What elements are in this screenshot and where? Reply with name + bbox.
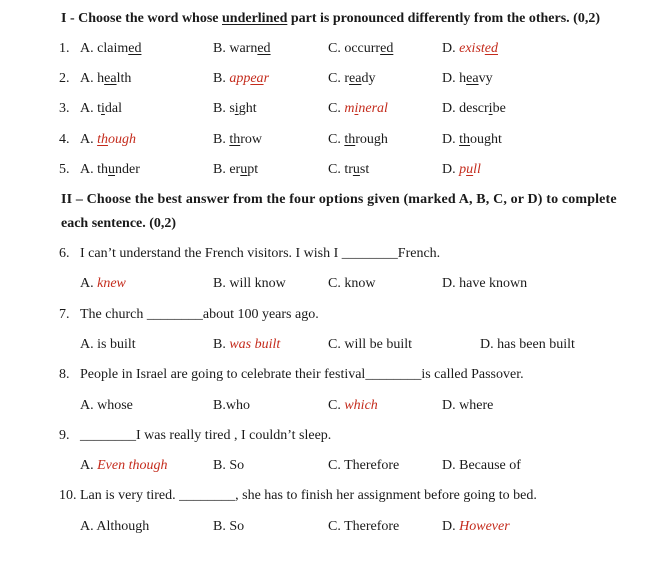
answer-option-correct <box>80 457 168 475</box>
option-word <box>344 132 388 147</box>
word-part: th <box>97 162 109 177</box>
underlined-part: ed <box>257 41 271 56</box>
word-part: be <box>492 101 506 116</box>
underlined-part: u <box>108 162 116 177</box>
word-part: er <box>229 162 241 177</box>
option-text: So <box>229 458 245 473</box>
option-word <box>229 71 269 86</box>
word-part: r <box>344 71 350 86</box>
question-number: 6. <box>59 246 70 261</box>
word-part: vy <box>478 71 493 86</box>
underlined-part: i <box>354 101 359 116</box>
heading-underlined-word: underlined <box>222 11 288 26</box>
option-letter: D. <box>442 276 460 291</box>
option-letter: B. <box>213 276 230 291</box>
section-2-heading: II – Choose the best answer from the four options given (marked A, B, C, or D) to complete <box>61 192 617 207</box>
word-part: ght <box>238 101 257 116</box>
option-letter: A. <box>80 71 98 86</box>
option-letter: C. <box>328 41 345 56</box>
word-part: rough <box>355 132 388 147</box>
word-part: m <box>344 101 355 116</box>
underlined-part: ea <box>466 71 479 86</box>
answer-option <box>328 275 375 293</box>
answer-option <box>442 457 521 475</box>
option-letter: B. <box>213 458 230 473</box>
option-letter: A. <box>80 132 98 147</box>
option-letter: B. <box>213 41 230 56</box>
option-word <box>459 162 481 177</box>
option-word <box>459 101 506 116</box>
word-part: warn <box>229 41 258 56</box>
underlined-part: u <box>352 162 360 177</box>
word-part: h <box>97 71 105 86</box>
option-word <box>97 132 136 147</box>
option-letter: C. <box>328 458 345 473</box>
option-letter: A. <box>80 458 98 473</box>
option-text: will be built <box>344 337 413 352</box>
option-letter: C. <box>328 519 345 534</box>
underlined-part: ea <box>349 71 362 86</box>
answer-option-correct <box>213 70 269 88</box>
option-text: has been built <box>497 337 575 352</box>
answer-option <box>213 161 258 179</box>
word-part: descr <box>459 101 489 116</box>
answer-option <box>328 40 393 58</box>
option-letter: C. <box>328 101 345 116</box>
option-text: knew <box>97 276 126 291</box>
option-word <box>344 41 393 56</box>
option-letter: A. <box>80 162 98 177</box>
option-text: who <box>225 398 250 413</box>
option-word <box>97 71 131 86</box>
section-1-heading <box>61 10 600 28</box>
option-letter: D. <box>480 337 498 352</box>
option-text: However <box>459 519 510 534</box>
question-number: 10. <box>59 488 77 503</box>
stem-text: People in Israel are going to celebrate their festival <box>80 367 366 382</box>
word-part: exist <box>459 41 485 56</box>
word-part: st <box>359 162 370 177</box>
word-part: t <box>97 101 102 116</box>
option-letter: B. <box>213 337 230 352</box>
underlined-part: th <box>97 132 109 147</box>
answer-option <box>80 518 149 536</box>
answer-option <box>328 518 399 536</box>
stem-text: The church <box>80 307 147 322</box>
answer-option-correct <box>442 518 510 536</box>
word-part: pt <box>247 162 259 177</box>
underlined-part: ea <box>250 71 264 86</box>
answer-option <box>213 40 271 58</box>
option-word <box>229 132 262 147</box>
option-word <box>229 41 270 56</box>
answer-blank: ________ <box>146 307 203 322</box>
option-text: is built <box>97 337 136 352</box>
answer-option <box>328 161 369 179</box>
underlined-part: i <box>234 101 239 116</box>
option-letter: A. <box>80 519 97 534</box>
word-part: lth <box>116 71 132 86</box>
option-letter: C. <box>328 337 345 352</box>
answer-option <box>328 70 375 88</box>
answer-option-correct <box>213 336 280 354</box>
question-number: 8. <box>59 367 70 382</box>
option-letter: C. <box>328 132 345 147</box>
answer-option-correct <box>442 40 498 58</box>
option-letter: A. <box>80 398 98 413</box>
underlined-part: th <box>344 132 356 147</box>
underlined-part: ed <box>380 41 394 56</box>
question-text <box>80 427 331 445</box>
underlined-part: th <box>459 132 471 147</box>
answer-option <box>442 397 493 415</box>
option-word <box>344 101 388 116</box>
answer-option <box>442 100 506 118</box>
option-word <box>229 162 258 177</box>
underlined-part: u <box>466 162 474 177</box>
answer-option <box>80 40 141 58</box>
option-letter: B. <box>213 398 226 413</box>
option-letter: B. <box>213 71 230 86</box>
option-letter: A. <box>80 337 98 352</box>
option-letter: D. <box>442 71 460 86</box>
heading-text: part is pronounced differently from the others. (0,2) <box>287 11 601 26</box>
underlined-part: i <box>488 101 493 116</box>
option-word <box>459 41 498 56</box>
underlined-part: ed <box>484 41 498 56</box>
answer-option <box>213 397 250 415</box>
answer-blank: ________ <box>365 367 422 382</box>
option-word <box>344 71 375 86</box>
word-part: occurr <box>344 41 381 56</box>
option-word <box>97 162 140 177</box>
answer-option-correct <box>80 131 136 149</box>
answer-option <box>213 131 262 149</box>
option-letter: C. <box>328 162 345 177</box>
option-letter: B. <box>213 101 230 116</box>
question-number: 9. <box>59 428 70 443</box>
word-part: r <box>263 71 270 86</box>
option-text: Because of <box>459 458 521 473</box>
question-number: 5. <box>59 162 70 177</box>
word-part: p <box>459 162 467 177</box>
word-part: ought <box>470 132 502 147</box>
word-part: s <box>229 101 235 116</box>
word-part: row <box>240 132 263 147</box>
option-text: Although <box>96 519 150 534</box>
question-number: 7. <box>59 307 70 322</box>
option-text: which <box>344 398 378 413</box>
option-word <box>97 41 141 56</box>
word-part: h <box>459 71 467 86</box>
answer-blank: ________ <box>341 246 398 261</box>
word-part: neral <box>358 101 388 116</box>
option-letter: A. <box>80 41 98 56</box>
option-text: was built <box>229 337 281 352</box>
word-part: nder <box>115 162 140 177</box>
option-letter: A. <box>80 101 98 116</box>
stem-text: I was really tired , I couldn’t sleep. <box>136 428 332 443</box>
option-text: Even though <box>97 458 168 473</box>
option-text: will know <box>229 276 286 291</box>
question-number: 2. <box>59 71 70 86</box>
answer-option <box>328 131 388 149</box>
word-part: app <box>229 71 251 86</box>
word-part: claim <box>97 41 129 56</box>
answer-option-correct <box>328 397 378 415</box>
word-part: ll <box>473 162 481 177</box>
answer-option <box>442 131 502 149</box>
stem-text: I can’t understand the French visitors. I wish I <box>80 246 342 261</box>
answer-option <box>80 336 136 354</box>
option-letter: C. <box>328 398 345 413</box>
stem-text: about 100 years ago. <box>202 307 319 322</box>
answer-option <box>480 336 575 354</box>
question-number: 4. <box>59 132 70 147</box>
word-part: dal <box>104 101 123 116</box>
option-text: whose <box>97 398 133 413</box>
option-text: where <box>459 398 494 413</box>
option-word <box>344 162 369 177</box>
question-text <box>80 366 524 384</box>
answer-option <box>80 161 140 179</box>
option-word <box>459 71 492 86</box>
answer-option <box>213 275 286 293</box>
stem-text: , she has to finish her assignment before going to bed. <box>235 488 537 503</box>
answer-option <box>442 70 493 88</box>
option-word <box>229 101 256 116</box>
underlined-part: u <box>240 162 248 177</box>
question-number: 1. <box>59 41 70 56</box>
answer-option <box>442 275 527 293</box>
answer-option <box>213 518 244 536</box>
stem-text: is called Passover. <box>421 367 524 382</box>
answer-option <box>213 457 244 475</box>
option-letter: D. <box>442 132 460 147</box>
option-letter: B. <box>213 519 230 534</box>
option-letter: D. <box>442 519 460 534</box>
answer-option-correct <box>442 161 481 179</box>
option-letter: B. <box>213 132 230 147</box>
answer-option-correct <box>80 275 126 293</box>
answer-option <box>328 336 412 354</box>
option-text: have known <box>459 276 528 291</box>
option-letter: B. <box>213 162 230 177</box>
option-letter: D. <box>442 41 460 56</box>
option-word <box>97 101 122 116</box>
answer-blank: ________ <box>80 428 136 443</box>
option-letter: D. <box>442 101 460 116</box>
underlined-part: i <box>101 101 105 116</box>
underlined-part: ea <box>104 71 117 86</box>
answer-blank: ________ <box>179 488 236 503</box>
underlined-part: ed <box>128 41 142 56</box>
word-part: ough <box>108 132 137 147</box>
word-part: dy <box>361 71 376 86</box>
underlined-part: th <box>229 132 241 147</box>
option-letter: D. <box>442 398 460 413</box>
answer-option-correct <box>328 100 388 118</box>
option-letter: A. <box>80 276 98 291</box>
option-letter: D. <box>442 458 460 473</box>
answer-option <box>80 100 122 118</box>
question-text <box>80 306 319 324</box>
answer-option <box>80 397 133 415</box>
option-text: Therefore <box>344 458 400 473</box>
option-text: So <box>229 519 245 534</box>
answer-option <box>80 70 131 88</box>
option-text: Therefore <box>344 519 400 534</box>
option-letter: C. <box>328 71 345 86</box>
question-text <box>80 245 440 263</box>
question-text <box>80 487 537 505</box>
stem-text: Lan is very tired. <box>80 488 180 503</box>
option-letter: C. <box>328 276 345 291</box>
heading-text: I - Choose the word whose <box>61 11 222 26</box>
option-text: know <box>344 276 376 291</box>
option-word <box>459 132 502 147</box>
question-number: 3. <box>59 101 70 116</box>
answer-option <box>213 100 257 118</box>
section-2-heading: each sentence. (0,2) <box>61 216 177 231</box>
option-letter: D. <box>442 162 460 177</box>
answer-option <box>328 457 399 475</box>
word-part: tr <box>344 162 353 177</box>
stem-text: French. <box>397 246 441 261</box>
